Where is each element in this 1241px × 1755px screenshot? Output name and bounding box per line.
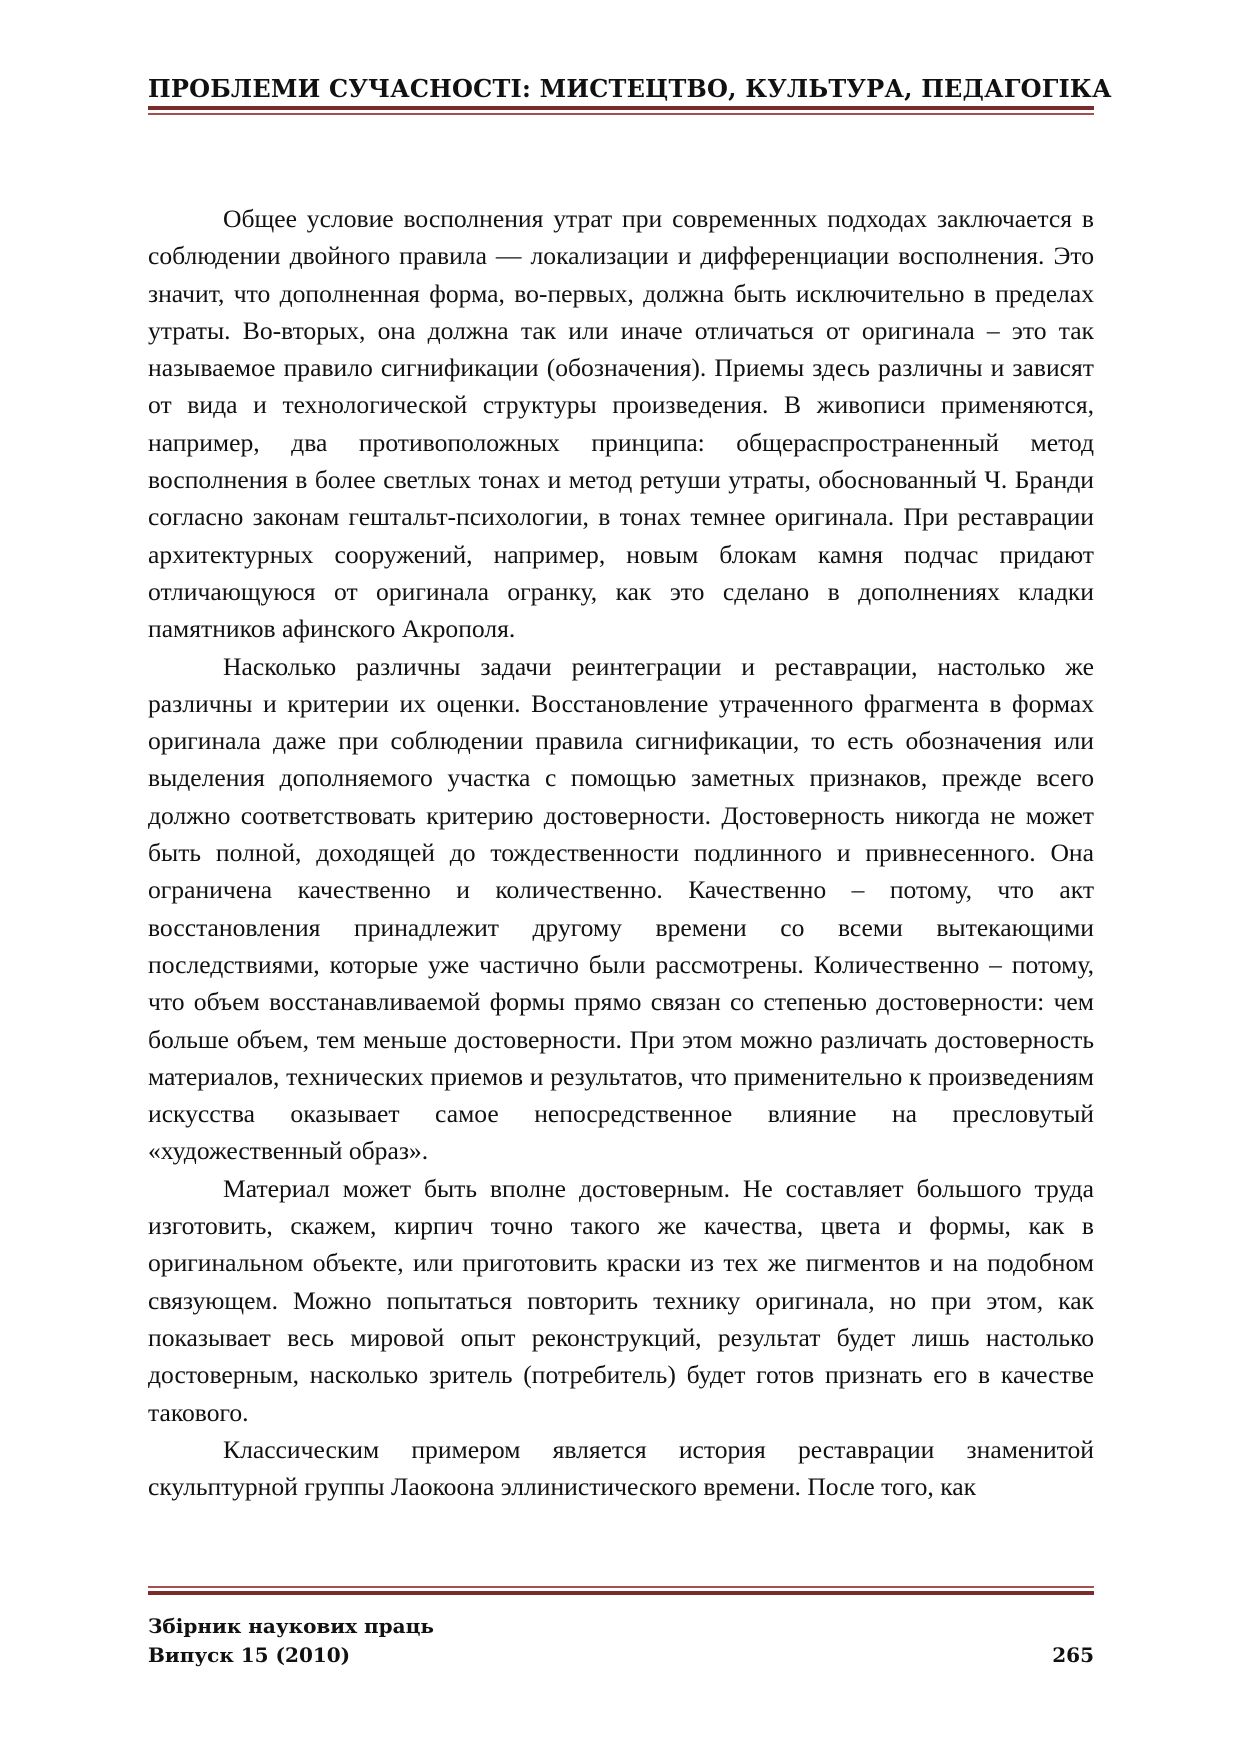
footer-collection-title: Збірник наукових праць: [148, 1614, 434, 1638]
footer-publication: [148, 1612, 434, 1670]
paragraph: Классическим примером является история реставрации знаменитой скульптурной группы Лаокоона эллинистического времени. После того, как: [148, 1434, 1094, 1502]
paragraph: Материал может быть вполне достоверным. Не составляет большого труда изготовить, скажем, кирпич точно такого же качества, цвета и формы, как в оригинальном объекте, или приготовить краски из тех же пигментов и на подобном связующем. Можно попытаться повторить технику оригинала, но при этом, как показывает весь мировой опыт реконструкций, результат будет лишь настолько достоверным, насколько зритель (потребитель) будет готов признать его в качестве такового.: [148, 1173, 1094, 1427]
running-header: ПРОБЛЕМИ СУЧАСНОСТІ: МИСТЕЦТВО, КУЛЬТУРА, ПЕДАГОГІКА: [148, 74, 1112, 103]
footer-issue: Випуск 15 (2010): [148, 1643, 351, 1667]
paragraph: Насколько различны задачи реинтеграции и реставрации, настолько же различны и критерии их оценки. Восстановление утраченного фрагмента в формах оригинала даже при соблюдении правила сигнификации, то есть обозначения или выделения дополняемого участка с помощью заметных признаков, прежде всего должно соответствовать критерию достоверности. Достоверность никогда не может быть полной, доходящей до тождественности подлинного и привнесенного. Она ограничена качественно и количественно. Качественно – потому, что акт восстановления принадлежит другому времени со всеми вытекающими последствиями, которые уже частично были рассмотрены. Количественно – потому, что объем восстанавливаемой формы прямо связан со степенью достоверности: чем больше объем, тем меньше достоверности. При этом можно различать достоверность материалов, технических приемов и результатов, что применительно к произведениям искусства оказывает самое непосредственное влияние на пресловутый «художественный образ».: [148, 651, 1094, 1166]
footer-rule-thin: [148, 1586, 1094, 1588]
footer-rule-thick: [148, 1591, 1094, 1595]
header-rule-thick: [148, 106, 1094, 110]
paragraph: Общее условие восполнения утрат при современных подходах заключается в соблюдении двойного правила — локализации и дифференциации восполнения. Это значит, что дополненная форма, во-первых, должна быть исключительно в пределах утраты. Во-вторых, она должна так или иначе отличаться от оригинала – это так называемое правило сигнификации (обозначения). Приемы здесь различны и зависят от вида и технологической структуры произведения. В живописи применяются, например, два противоположных принципа: общераспространенный метод восполнения в более светлых тонах и метод ретуши утраты, обоснованный Ч. Бранди согласно законам гештальт-психологии, в тонах темнее оригинала. При реставрации архитектурных сооружений, например, новым блокам камня подчас придают отличающуюся от оригинала огранку, как это сделано в дополнениях кладки памятников афинского Акрополя.: [148, 204, 1094, 644]
header-rule-thin: [148, 113, 1094, 115]
body-text: [148, 200, 1094, 1505]
page-number: 265: [1052, 1643, 1094, 1667]
